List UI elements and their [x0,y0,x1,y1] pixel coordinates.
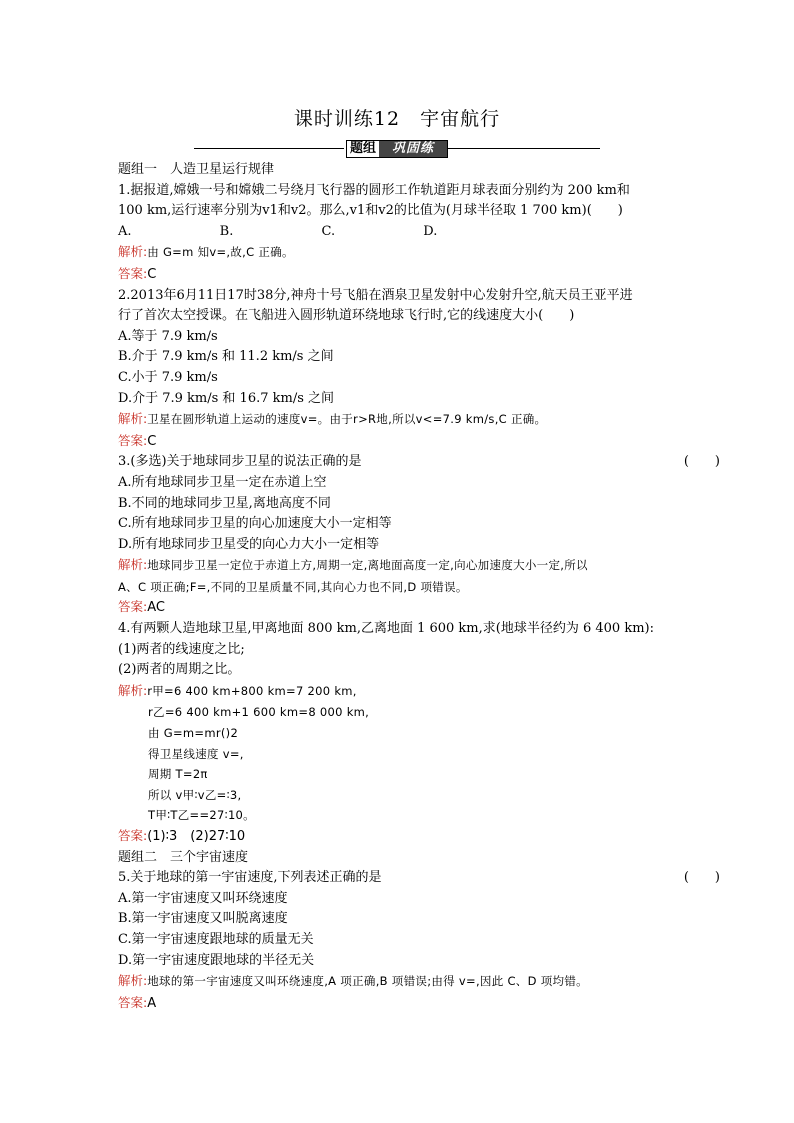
q5-analysis [118,971,726,993]
q1-options [118,222,726,243]
q3-analysis-text1: 地球同步卫星一定位于赤道上方,周期一定,离地面高度一定,向心加速度大小一定,所以 [147,558,588,573]
q1-option-b: B. [219,223,234,239]
questions-content [118,160,726,1014]
q3-answer-paren: ( ) [683,454,720,470]
q2-stem-line2: 行了首次太空授课。在飞船进入圆形轨道环绕地球飞行时,它的线速度大小( ) [118,308,575,324]
q2-option-a: A.等于 7.9 km/s [118,328,218,344]
q4-step-7: T甲∶T乙==27∶10。 [148,808,255,823]
banner-label-b: 巩固练 [379,141,447,157]
analysis-label: 解析: [118,411,148,427]
analysis-label: 解析: [118,973,148,989]
q3-analysis-line2: A、C 项正确;F=,不同的卫星质量不同,其向心力也不同,D 项错误。 [118,579,468,594]
q1-option-d: D. [423,223,438,239]
q2-answer-text: C [147,433,157,449]
q5-answer [118,993,726,1015]
q1-analysis-text: 由 G=m 知v=,故,C 正确。 [147,245,294,260]
q3-answer [118,597,726,619]
q4-sub1: (1)两者的线速度之比; [118,641,245,657]
q1-option-c: C. [321,223,336,239]
q1-answer [118,264,726,286]
q5-stem [118,868,726,889]
q4-step-4: 得卫星线速度 v=, [148,746,244,761]
analysis-label: 解析: [118,682,148,698]
answer-label: 答案: [118,828,148,843]
q4-step-2: r乙=6 400 km+1 600 km=8 000 km, [148,705,370,720]
answer-label: 答案: [118,432,148,448]
answer-label: 答案: [118,599,148,615]
banner-label-a: 题组 [347,141,379,157]
q4-answer-text: (1)∶3 (2)27∶10 [147,829,246,844]
q4-step-3: 由 G=m=mr()2 [148,726,239,741]
banner-tag [346,140,448,158]
q4-stem: 4.有两颗人造地球卫星,甲离地面 800 km,乙离地面 1 600 km,求(地球半径约为 6 400 km): [118,621,654,637]
q2-option-c: C.小于 7.9 km/s [118,369,218,385]
section-banner [194,140,600,158]
q3-answer-text: AC [147,600,165,616]
q4-step-6: 所以 v甲∶v乙=∶3, [148,787,242,802]
answer-label: 答案: [118,994,148,1010]
q1-stem-line1: 1.据报道,嫦娥一号和嫦娥二号绕月飞行器的圆形工作轨道距月球表面分别约为 200 km和 [118,182,630,198]
q1-answer-text: C [147,266,157,282]
q3-option-d: D.所有地球同步卫星受的向心力大小一定相等 [118,536,380,552]
q5-stem-text: 5.关于地球的第一宇宙速度,下列表述正确的是 [118,870,382,886]
q5-option-b: B.第一宇宙速度又叫脱离速度 [118,911,288,927]
q3-analysis-line1 [118,555,726,577]
q3-option-a: A.所有地球同步卫星一定在赤道上空 [118,474,327,490]
banner-rule-left [194,148,344,149]
analysis-label: 解析: [118,244,148,260]
q4-step-1: r甲=6 400 km+800 km=7 200 km, [147,683,357,698]
q1-stem-line2: 100 km,运行速率分别为v1和v2。那么,v1和v2的比值为(月球半径取 1 700 km)( ) [118,203,623,219]
q1-analysis [118,242,726,264]
analysis-label: 解析: [118,557,148,573]
q2-answer [118,431,726,453]
q4-sub2: (2)两者的周期之比。 [118,662,241,678]
q2-analysis-text: 卫星在圆形轨道上运动的速度v=。由于r>R地,所以v<=7.9 km/s,C 正确。 [147,412,547,427]
q4-answer [118,826,726,848]
page-title: 课时训练12 宇宙航行 [293,108,501,130]
q5-option-d: D.第一宇宙速度跟地球的半径无关 [118,952,315,968]
q2-analysis [118,409,726,431]
q3-stem [118,452,726,473]
group-heading: 题组二 三个宇宙速度 [118,849,249,865]
q5-answer-paren: ( ) [683,870,720,886]
answer-label: 答案: [118,265,148,281]
q5-option-a: A.第一宇宙速度又叫环绕速度 [118,890,288,906]
q3-stem-text: 3.(多选)关于地球同步卫星的说法正确的是 [118,454,362,470]
banner-rule-right [448,148,600,149]
q5-option-c: C.第一宇宙速度跟地球的质量无关 [118,931,314,947]
q4-step-5: 周期 T=2π [148,767,208,782]
q4-analysis-line1 [118,681,726,703]
q5-answer-text: A [147,995,157,1011]
q3-option-b: B.不同的地球同步卫星,离地高度不同 [118,495,331,511]
q5-analysis-text: 地球的第一宇宙速度又叫环绕速度,A 项正确,B 项错误;由得 v=,因此 C、D 项均错。 [147,974,588,989]
q2-option-b: B.介于 7.9 km/s 和 11.2 km/s 之间 [118,349,334,365]
q1-option-a: A. [118,223,132,239]
q3-option-c: C.所有地球同步卫星的向心加速度大小一定相等 [118,516,392,532]
q2-option-d: D.介于 7.9 km/s 和 16.7 km/s 之间 [118,390,335,406]
q2-stem-line1: 2.2013年6月11日17时38分,神舟十号飞船在酒泉卫星发射中心发射升空,航天员王亚平进 [118,287,633,303]
group-heading: 题组一 人造卫星运行规律 [118,162,275,177]
